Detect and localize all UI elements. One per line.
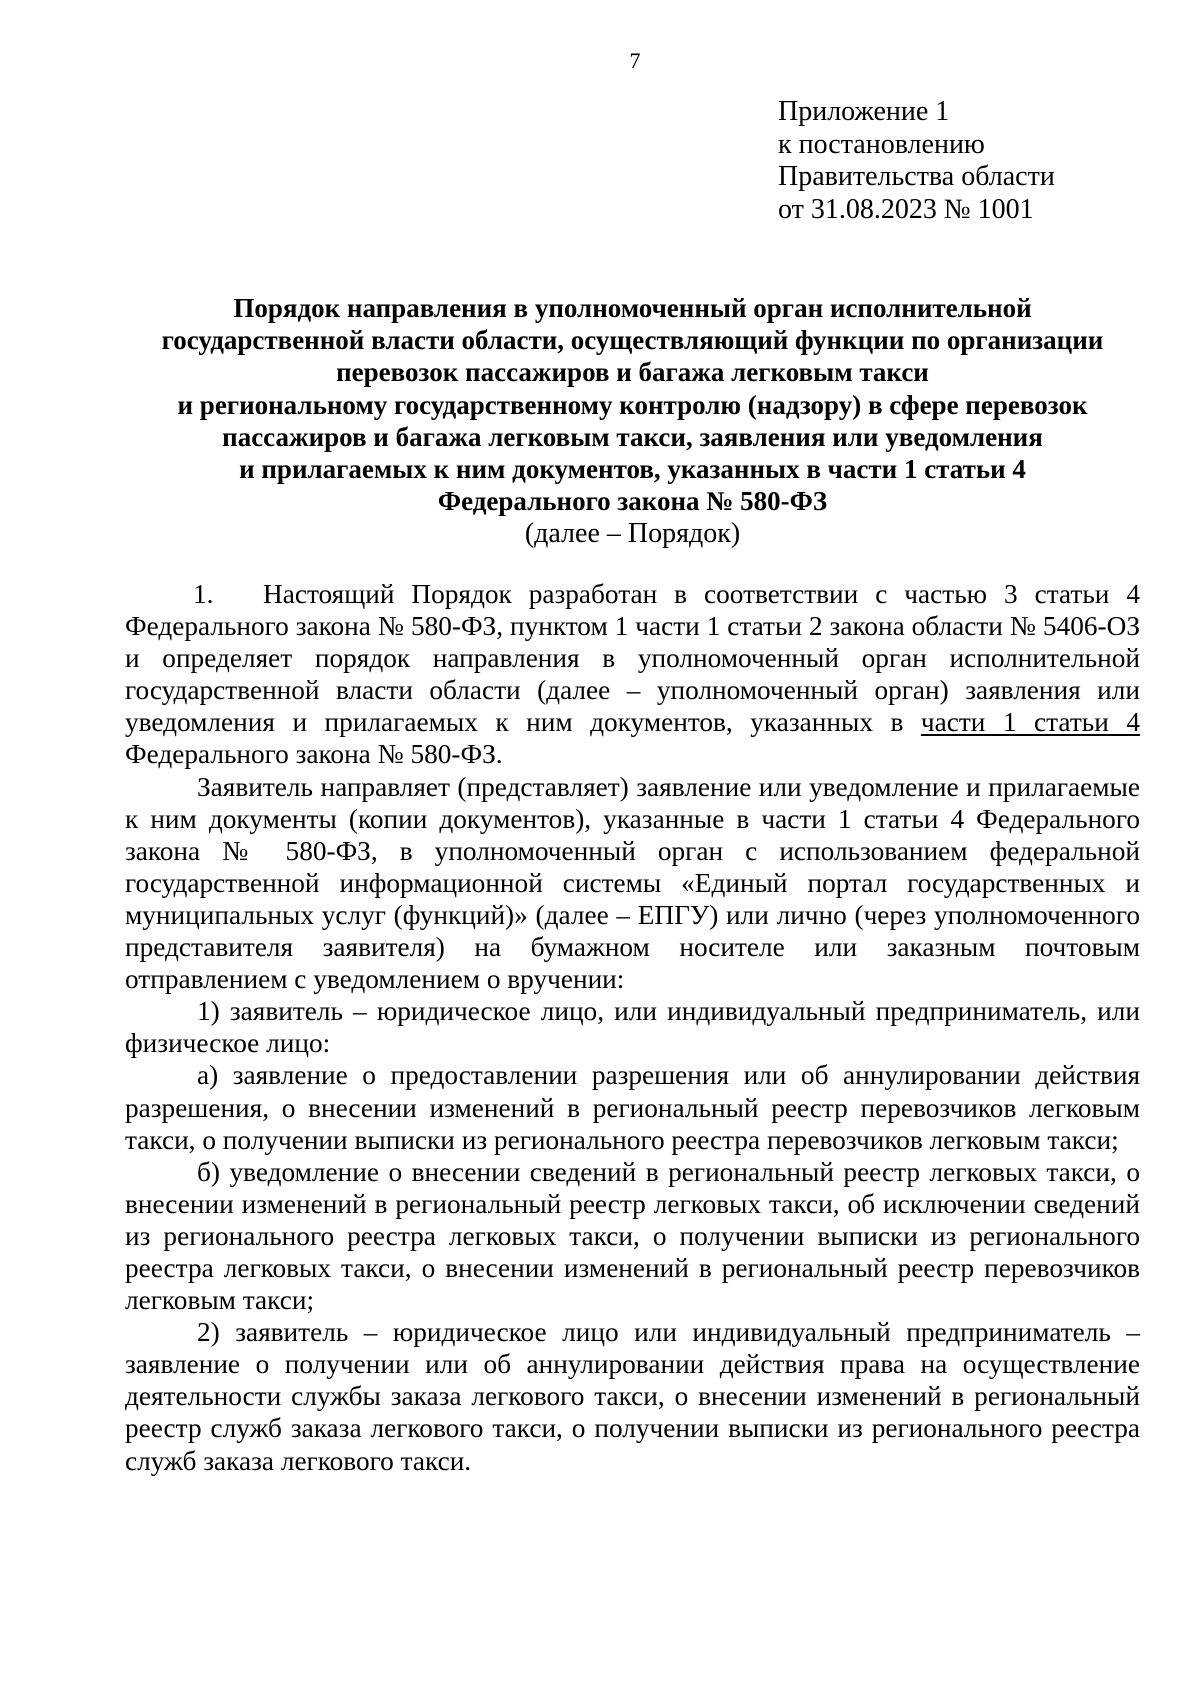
title-line: пассажиров и багажа легковым такси, заявления или уведомления bbox=[222, 421, 1043, 452]
title-line: Федерального закона № 580-ФЗ bbox=[437, 486, 828, 517]
paragraph-2: Заявитель направляет (представляет) заявление или уведомление и прилагаемые к ним документы (копии документов), указанные в части 1 статьи 4 Федерального закона № 580-ФЗ, в уполномоченный орган с использованием федеральной государственной информационной системы «Единый портал государственных и муниципальных услуг (функций)» (далее – ЕПГУ) или лично (через уполномоченного представителя заявителя) на бумажном носителе или заказным почтовым отправлением с уведомлением о вручении: bbox=[125, 771, 1140, 995]
page-number: 7 bbox=[629, 48, 641, 73]
appendix-line: от 31.08.2023 № 1001 bbox=[778, 193, 1034, 225]
appendix-line: Правительства области bbox=[778, 161, 1055, 192]
paragraph-text: Настоящий Порядок разработан в соответствии с частью 3 статьи 4 Федерального закона № 580-ФЗ, пунктом 1 части 1 статьи 2 закона области № 5406-ОЗ и определяет порядок направления в уполномоченный орган исполнительной государственной власти области (далее – уполномоченный орган) заявления или уведомления и прилагаемых к ним документов, указанных в bbox=[125, 579, 1140, 738]
appendix-block bbox=[778, 96, 1055, 226]
title-line: и региональному государственному контролю (надзору) в сфере перевозок bbox=[177, 389, 1088, 420]
paragraph-5: б) уведомление о внесении сведений в региональный реестр легковых такси, о внесении изменений в региональный реестр легковых такси, об исключении сведений из регионального реестра легковых такси, о получении выписки из регионального реестра легковых такси, о внесении изменений в региональный реестр перевозчиков легковым такси; bbox=[125, 1156, 1140, 1316]
document-title bbox=[125, 292, 1140, 517]
paragraph-text: Федерального закона № 580-ФЗ. bbox=[125, 739, 503, 770]
paragraph-4: а) заявление о предоставлении разрешения или об аннулировании действия разрешения, о внесении изменений в региональный реестр перевозчиков легковым такси, о получении выписки из регионального реестра перевозчиков легковым такси; bbox=[125, 1060, 1140, 1155]
paragraph-6: 2) заявитель – юридическое лицо или индивидуальный предприниматель – заявление о получении или об аннулировании действия права на осуществление деятельности службы заказа легкового такси, о внесении изменений в региональный реестр служб заказа легкового такси, о получении выписки из регионального реестра служб заказа легкового такси. bbox=[125, 1317, 1140, 1476]
title-line: Порядок направления в уполномоченный орган исполнительной bbox=[233, 293, 1032, 323]
title-line: государственной власти области, осуществляющий функции по организации bbox=[161, 325, 1104, 356]
paragraph-3: 1) заявитель – юридическое лицо, или индивидуальный предприниматель, или физическое лицо: bbox=[125, 996, 1140, 1059]
paragraph-1 bbox=[125, 578, 1140, 771]
paragraph-number: 1. bbox=[193, 579, 214, 609]
law-reference-link[interactable]: части 1 статьи 4 bbox=[920, 707, 1140, 738]
appendix-line: к постановлению bbox=[778, 128, 985, 160]
appendix-line: Приложение 1 bbox=[778, 96, 950, 127]
document-body bbox=[125, 578, 1140, 1477]
title-line: и прилагаемых к ним документов, указанных в части 1 статьи 4 bbox=[239, 454, 1026, 485]
document-subtitle: (далее – Порядок) bbox=[524, 518, 741, 549]
title-line: перевозок пассажиров и багажа легковым такси bbox=[336, 357, 929, 388]
